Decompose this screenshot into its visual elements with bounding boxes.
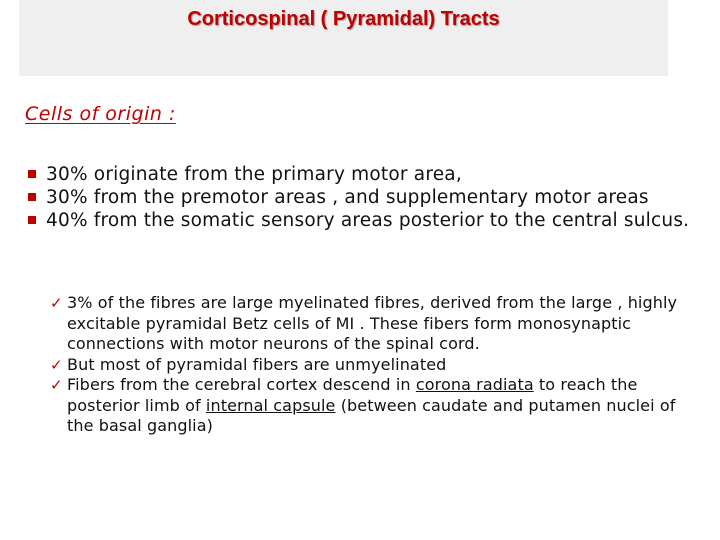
sub-list-item: [50, 375, 700, 437]
sub-bullet-text: But most of pyramidal fibers are unmyelinated: [67, 354, 447, 374]
corona-radiata-term: corona radiata: [415, 375, 534, 394]
list-item: [24, 186, 694, 209]
sub-bullet-list: [50, 293, 700, 437]
sub-bullet-text-part: (between caudate and putamen nuclei of the basal ganglia): [67, 395, 676, 435]
bullet-text: 30% from the premotor areas , and supplementary motor areas: [46, 187, 649, 208]
sub-bullet-text-part: Fibers from the cerebral cortex descend in: [67, 375, 416, 394]
section-heading: Cells of origin :: [25, 103, 176, 125]
bullet-text: 30% originate from the primary motor area,: [46, 164, 462, 185]
main-bullet-list: [24, 163, 694, 232]
internal-capsule-term: internal capsule: [205, 395, 336, 415]
square-bullet-icon: [28, 216, 36, 224]
square-bullet-icon: [28, 193, 36, 201]
title-banner: [19, 0, 668, 76]
bullet-text: 40% from the somatic sensory areas posterior to the central sulcus.: [46, 210, 690, 231]
checkmark-icon: ✓: [50, 376, 63, 394]
page-title: Corticospinal ( Pyramidal) Tracts: [187, 8, 500, 30]
list-item: [24, 163, 694, 186]
square-bullet-icon: [28, 170, 36, 178]
sub-list-item: [50, 293, 700, 355]
checkmark-icon: ✓: [50, 294, 63, 312]
sub-list-item: [50, 355, 700, 376]
checkmark-icon: ✓: [50, 355, 63, 374]
sub-bullet-text-part: to reach the posterior limb of: [67, 375, 638, 415]
sub-bullet-text: 3% of the fibres are large myelinated fibres, derived from the large , highly excitable pyramidal Betz cells of MI . These fibers form monosynaptic connections with motor neurons of the spinal cord.: [67, 293, 678, 353]
list-item: [24, 209, 694, 232]
